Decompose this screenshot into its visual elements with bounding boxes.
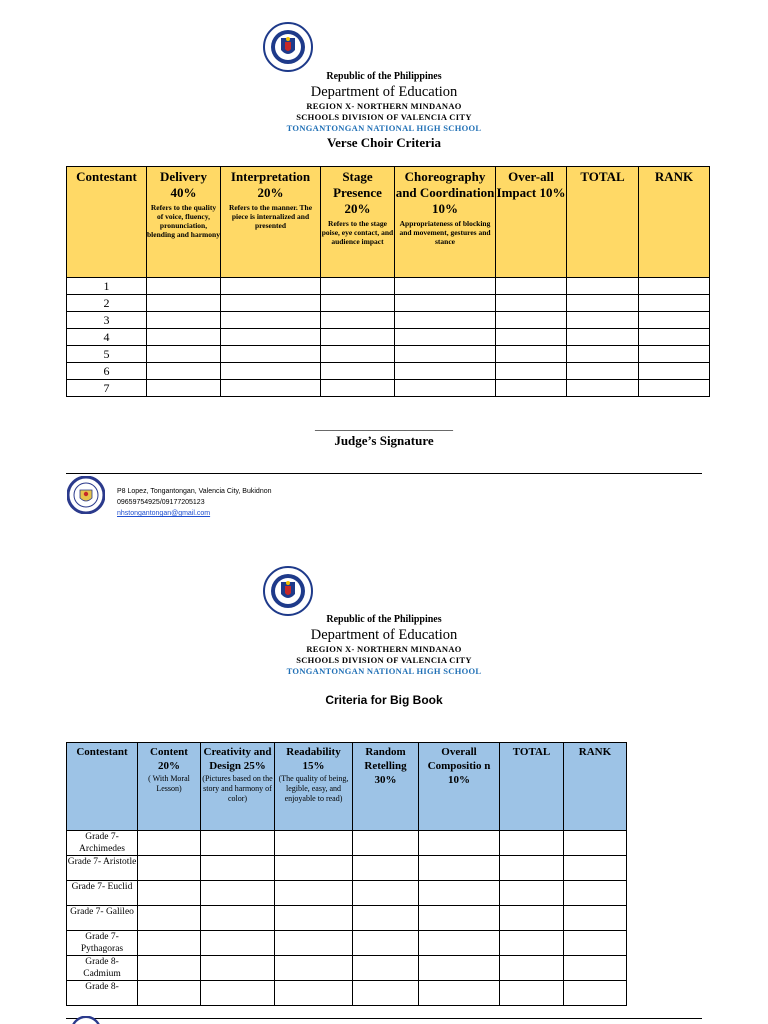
total-cell[interactable]	[567, 346, 639, 363]
table-row	[67, 278, 710, 295]
row-label: Grade 7- Archimedes	[67, 831, 138, 856]
signature-line: _______________________	[315, 418, 453, 432]
col-rank: RANK	[639, 167, 710, 278]
table-row	[67, 831, 627, 856]
row-label: Grade 7- Galileo	[67, 906, 138, 931]
row-label: 5	[67, 346, 147, 363]
footer-divider	[66, 473, 702, 474]
score-cell[interactable]	[321, 278, 395, 295]
score-cell[interactable]	[395, 278, 496, 295]
score-cell[interactable]	[419, 831, 500, 856]
score-cell[interactable]	[419, 981, 500, 1006]
score-cell[interactable]	[147, 329, 221, 346]
score-cell[interactable]	[201, 981, 275, 1006]
rank-cell[interactable]	[639, 295, 710, 312]
score-cell[interactable]	[496, 295, 567, 312]
department-label: Department of Education	[310, 627, 458, 643]
score-cell[interactable]	[147, 346, 221, 363]
score-cell[interactable]	[419, 956, 500, 981]
score-cell[interactable]	[138, 906, 201, 931]
col-note: (The quality of being, legible, easy, and enjoyable to read)	[278, 774, 349, 803]
score-cell[interactable]	[395, 295, 496, 312]
total-cell[interactable]	[500, 956, 564, 981]
rank-cell[interactable]	[564, 906, 627, 931]
row-label: 6	[67, 363, 147, 380]
deped-seal	[263, 22, 313, 72]
score-cell[interactable]	[275, 981, 353, 1006]
table-row	[67, 981, 627, 1006]
total-cell[interactable]	[567, 363, 639, 380]
total-cell[interactable]	[500, 981, 564, 1006]
row-label: 4	[67, 329, 147, 346]
score-cell[interactable]	[221, 363, 321, 380]
col-overall-impact: Over-all Impact 10%	[496, 167, 567, 278]
row-label: 3	[67, 312, 147, 329]
total-cell[interactable]	[500, 856, 564, 881]
big-book-table	[66, 742, 627, 1006]
col-contestant: Contestant	[67, 167, 147, 278]
score-cell[interactable]	[353, 906, 419, 931]
score-cell[interactable]	[221, 295, 321, 312]
col-content: Content 20% ( With Moral Lesson)	[138, 743, 201, 831]
row-label: Grade 8-	[67, 981, 138, 1006]
score-cell[interactable]	[147, 295, 221, 312]
score-cell[interactable]	[147, 380, 221, 397]
col-delivery: Delivery 40% Refers to the quality of voice, fluency, pronunciation, blending and harmony	[147, 167, 221, 278]
score-cell[interactable]	[353, 956, 419, 981]
score-cell[interactable]	[275, 831, 353, 856]
row-label: Grade 7- Aristotle	[67, 856, 138, 881]
score-cell[interactable]	[496, 346, 567, 363]
score-cell[interactable]	[353, 931, 419, 956]
republic-label: Republic of the Philippines	[326, 614, 442, 625]
school-label: TONGANTONGAN NATIONAL HIGH SCHOOL	[286, 666, 482, 676]
score-cell[interactable]	[138, 931, 201, 956]
table-row	[67, 295, 710, 312]
footer-phone: 09659754925/09177205123	[117, 499, 205, 506]
deped-seal	[263, 566, 313, 616]
table-row	[67, 312, 710, 329]
total-cell[interactable]	[500, 906, 564, 931]
score-cell[interactable]	[496, 278, 567, 295]
rank-cell[interactable]	[639, 329, 710, 346]
form1-title: Verse Choir Criteria	[326, 135, 442, 150]
score-cell[interactable]	[147, 363, 221, 380]
score-cell[interactable]	[419, 881, 500, 906]
total-cell[interactable]	[567, 329, 639, 346]
score-cell[interactable]	[395, 380, 496, 397]
school-logo	[67, 476, 105, 514]
total-cell[interactable]	[567, 295, 639, 312]
score-cell[interactable]	[138, 956, 201, 981]
rank-cell[interactable]	[639, 278, 710, 295]
school-logo	[71, 1016, 101, 1024]
score-cell[interactable]	[221, 329, 321, 346]
footer-email-link[interactable]: nhstongantongan@gmail.com	[117, 510, 211, 517]
rank-cell[interactable]	[639, 346, 710, 363]
row-label: Grade 7- Pythagoras	[67, 931, 138, 956]
score-cell[interactable]	[395, 346, 496, 363]
total-cell[interactable]	[500, 931, 564, 956]
score-cell[interactable]	[138, 981, 201, 1006]
rank-cell[interactable]	[564, 831, 627, 856]
table-row	[67, 931, 627, 956]
table-row	[67, 956, 627, 981]
score-cell[interactable]	[138, 856, 201, 881]
score-cell[interactable]	[201, 956, 275, 981]
score-cell[interactable]	[321, 312, 395, 329]
division-label: SCHOOLS DIVISION OF VALENCIA CITY	[296, 112, 472, 122]
score-cell[interactable]	[496, 363, 567, 380]
footer-divider	[66, 1018, 702, 1019]
col-note: Refers to the quality of voice, fluency, pronunciation, blending and harmony	[147, 203, 220, 239]
score-cell[interactable]	[353, 856, 419, 881]
judge-signature-label: Judge’s Signature	[334, 433, 434, 448]
row-label: Grade 8- Cadmium	[67, 956, 138, 981]
score-cell[interactable]	[138, 831, 201, 856]
row-label: 2	[67, 295, 147, 312]
score-cell[interactable]	[353, 831, 419, 856]
col-total: TOTAL	[567, 167, 639, 278]
score-cell[interactable]	[201, 831, 275, 856]
row-label: Grade 7- Euclid	[67, 881, 138, 906]
row-label: 7	[67, 380, 147, 397]
rank-cell[interactable]	[564, 931, 627, 956]
score-cell[interactable]	[321, 329, 395, 346]
score-cell[interactable]	[147, 312, 221, 329]
school-label: TONGANTONGAN NATIONAL HIGH SCHOOL	[286, 123, 482, 133]
total-cell[interactable]	[567, 278, 639, 295]
rank-cell[interactable]	[639, 363, 710, 380]
verse-choir-table	[66, 166, 710, 397]
table-row	[67, 906, 627, 931]
score-cell[interactable]	[321, 380, 395, 397]
col-readability: Readability 15% (The quality of being, legible, easy, and enjoyable to read)	[275, 743, 353, 831]
score-cell[interactable]	[321, 295, 395, 312]
score-cell[interactable]	[353, 881, 419, 906]
table-row	[67, 380, 710, 397]
score-cell[interactable]	[321, 346, 395, 363]
score-cell[interactable]	[419, 931, 500, 956]
total-cell[interactable]	[500, 831, 564, 856]
score-cell[interactable]	[395, 312, 496, 329]
score-cell[interactable]	[221, 380, 321, 397]
score-cell[interactable]	[275, 906, 353, 931]
rank-cell[interactable]	[639, 312, 710, 329]
total-cell[interactable]	[567, 380, 639, 397]
table-row	[67, 856, 627, 881]
col-note: ( With Moral Lesson)	[148, 774, 190, 793]
rank-cell[interactable]	[639, 380, 710, 397]
col-note: Refers to the manner. The piece is internalized and presented	[228, 203, 313, 230]
col-stage-presence: Stage Presence 20% Refers to the stage poise, eye contact, and audience impact	[321, 167, 395, 278]
score-cell[interactable]	[275, 856, 353, 881]
score-cell[interactable]	[496, 312, 567, 329]
footer-address: P8 Lopez, Tongantongan, Valencia City, Bukidnon	[117, 488, 272, 495]
score-cell[interactable]	[201, 906, 275, 931]
score-cell[interactable]	[201, 856, 275, 881]
col-random-retelling: Random Retelling 30%	[353, 743, 419, 831]
score-cell[interactable]	[221, 278, 321, 295]
table-row	[67, 329, 710, 346]
col-note: (Pictures based on the story and harmony of color)	[202, 774, 273, 803]
col-total: TOTAL	[500, 743, 564, 831]
col-choreography: Choreography and Coordination 10% Appropriateness of blocking and movement, gestures and stance	[395, 167, 496, 278]
region-label: REGION X- NORTHERN MINDANAO	[306, 644, 462, 654]
table-row	[67, 881, 627, 906]
score-cell[interactable]	[201, 881, 275, 906]
score-cell[interactable]	[275, 956, 353, 981]
score-cell[interactable]	[275, 881, 353, 906]
score-cell[interactable]	[321, 363, 395, 380]
score-cell[interactable]	[395, 329, 496, 346]
total-cell[interactable]	[567, 312, 639, 329]
rank-cell[interactable]	[564, 956, 627, 981]
score-cell[interactable]	[147, 278, 221, 295]
col-creativity-design: Creativity and Design 25% (Pictures based on the story and harmony of color)	[201, 743, 275, 831]
col-note: Refers to the stage poise, eye contact, and audience impact	[321, 219, 394, 246]
score-cell[interactable]	[395, 363, 496, 380]
score-cell[interactable]	[138, 881, 201, 906]
score-cell[interactable]	[419, 906, 500, 931]
department-label: Department of Education	[310, 84, 458, 100]
total-cell[interactable]	[500, 881, 564, 906]
col-note: Appropriateness of blocking and movement, gestures and stance	[399, 219, 491, 246]
score-cell[interactable]	[496, 380, 567, 397]
form2-title: Criteria for Big Book	[325, 693, 443, 707]
col-rank: RANK	[564, 743, 627, 831]
col-interpretation: Interpretation 20% Refers to the manner. The piece is internalized and presented	[221, 167, 321, 278]
division-label: SCHOOLS DIVISION OF VALENCIA CITY	[296, 655, 472, 665]
rank-cell[interactable]	[564, 981, 627, 1006]
col-contestant: Contestant	[67, 743, 138, 831]
table-row	[67, 346, 710, 363]
score-cell[interactable]	[496, 329, 567, 346]
score-cell[interactable]	[353, 981, 419, 1006]
score-cell[interactable]	[221, 346, 321, 363]
rank-cell[interactable]	[564, 856, 627, 881]
score-cell[interactable]	[275, 931, 353, 956]
table-row	[67, 363, 710, 380]
rank-cell[interactable]	[564, 881, 627, 906]
score-cell[interactable]	[419, 856, 500, 881]
col-overall-composition: Overall Compositio n 10%	[419, 743, 500, 831]
region-label: REGION X- NORTHERN MINDANAO	[306, 101, 462, 111]
score-cell[interactable]	[221, 312, 321, 329]
republic-label: Republic of the Philippines	[326, 71, 442, 82]
row-label: 1	[67, 278, 147, 295]
score-cell[interactable]	[201, 931, 275, 956]
